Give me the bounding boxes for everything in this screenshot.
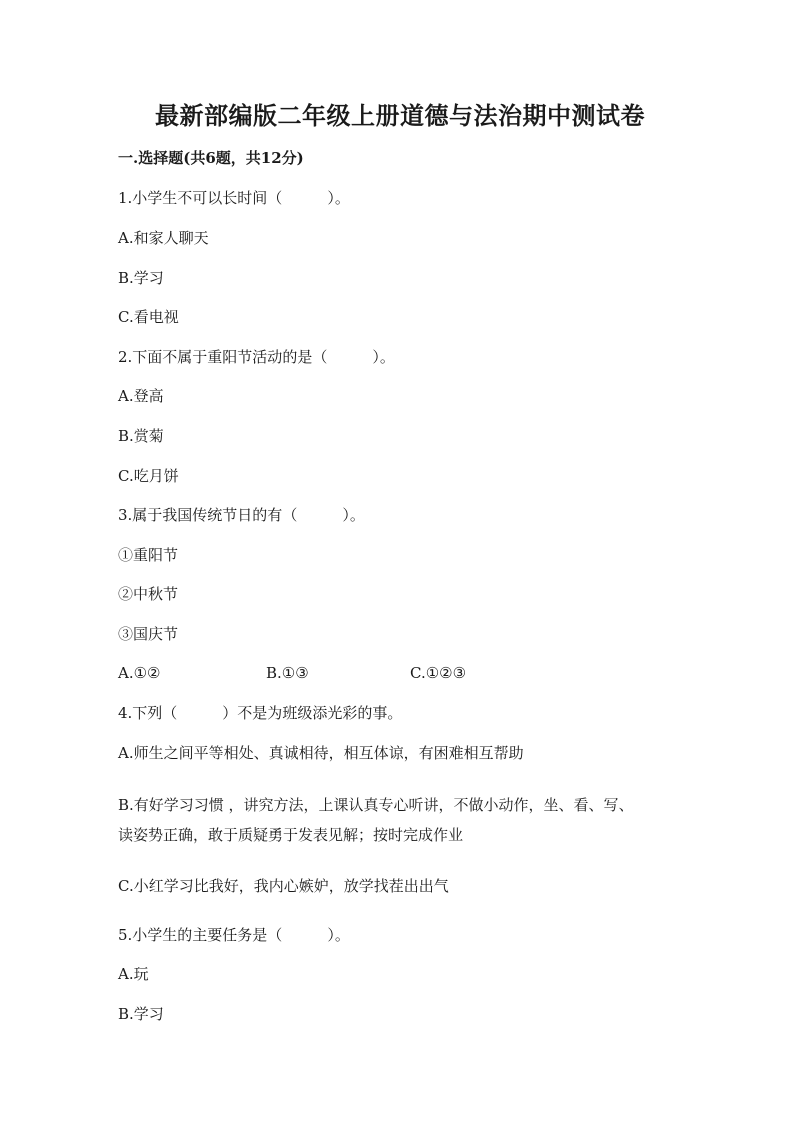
question-3-stem: 3.属于我国传统节日的有（ ）。 bbox=[118, 506, 365, 524]
question-1-stem: 1.小学生不可以长时间（ ）。 bbox=[118, 189, 350, 207]
question-1-option-b: B.学习 bbox=[118, 269, 164, 287]
question-3-option-b: B.①③ bbox=[266, 664, 309, 682]
question-4-option-a: A.师生之间平等相处、真诚相待，相互体谅，有困难相互帮助 bbox=[118, 744, 524, 762]
question-2-option-a: A.登高 bbox=[118, 387, 164, 405]
question-2-option-c: C.吃月饼 bbox=[118, 467, 179, 485]
question-3-option-c: C.①②③ bbox=[410, 664, 467, 682]
question-5-option-a: A.玩 bbox=[118, 965, 149, 983]
question-5-option-b: B.学习 bbox=[118, 1005, 164, 1023]
question-3-item-3: ③国庆节 bbox=[118, 625, 179, 643]
question-4-stem: 4.下列（ ）不是为班级添光彩的事。 bbox=[118, 704, 403, 722]
question-4-option-b: B.有好学习习惯 ，讲究方法，上课认真专心听讲，不做小动作，坐、看、写、 bbox=[118, 796, 634, 814]
question-4-option-b-cont: 读姿势正确，敢于质疑勇于发表见解；按时完成作业 bbox=[118, 826, 464, 844]
page-title: 最新部编版二年级上册道德与法治期中测试卷 bbox=[155, 101, 645, 130]
question-3-options bbox=[118, 663, 678, 683]
question-4-option-c: C.小红学习比我好，我内心嫉妒，放学找茬出出气 bbox=[118, 877, 449, 895]
question-3-item-2: ②中秋节 bbox=[118, 585, 179, 603]
question-3-option-a: A.①② bbox=[118, 664, 161, 682]
question-2-stem: 2.下面不属于重阳节活动的是（ ）。 bbox=[118, 348, 395, 366]
question-1-option-a: A.和家人聊天 bbox=[118, 229, 209, 247]
question-1-option-c: C.看电视 bbox=[118, 308, 179, 326]
question-2-option-b: B.赏菊 bbox=[118, 427, 164, 445]
question-5-stem: 5.小学生的主要任务是（ ）。 bbox=[118, 926, 350, 944]
question-3-item-1: ①重阳节 bbox=[118, 546, 179, 564]
section-heading: 一.选择题(共6题，共12分) bbox=[118, 149, 304, 167]
